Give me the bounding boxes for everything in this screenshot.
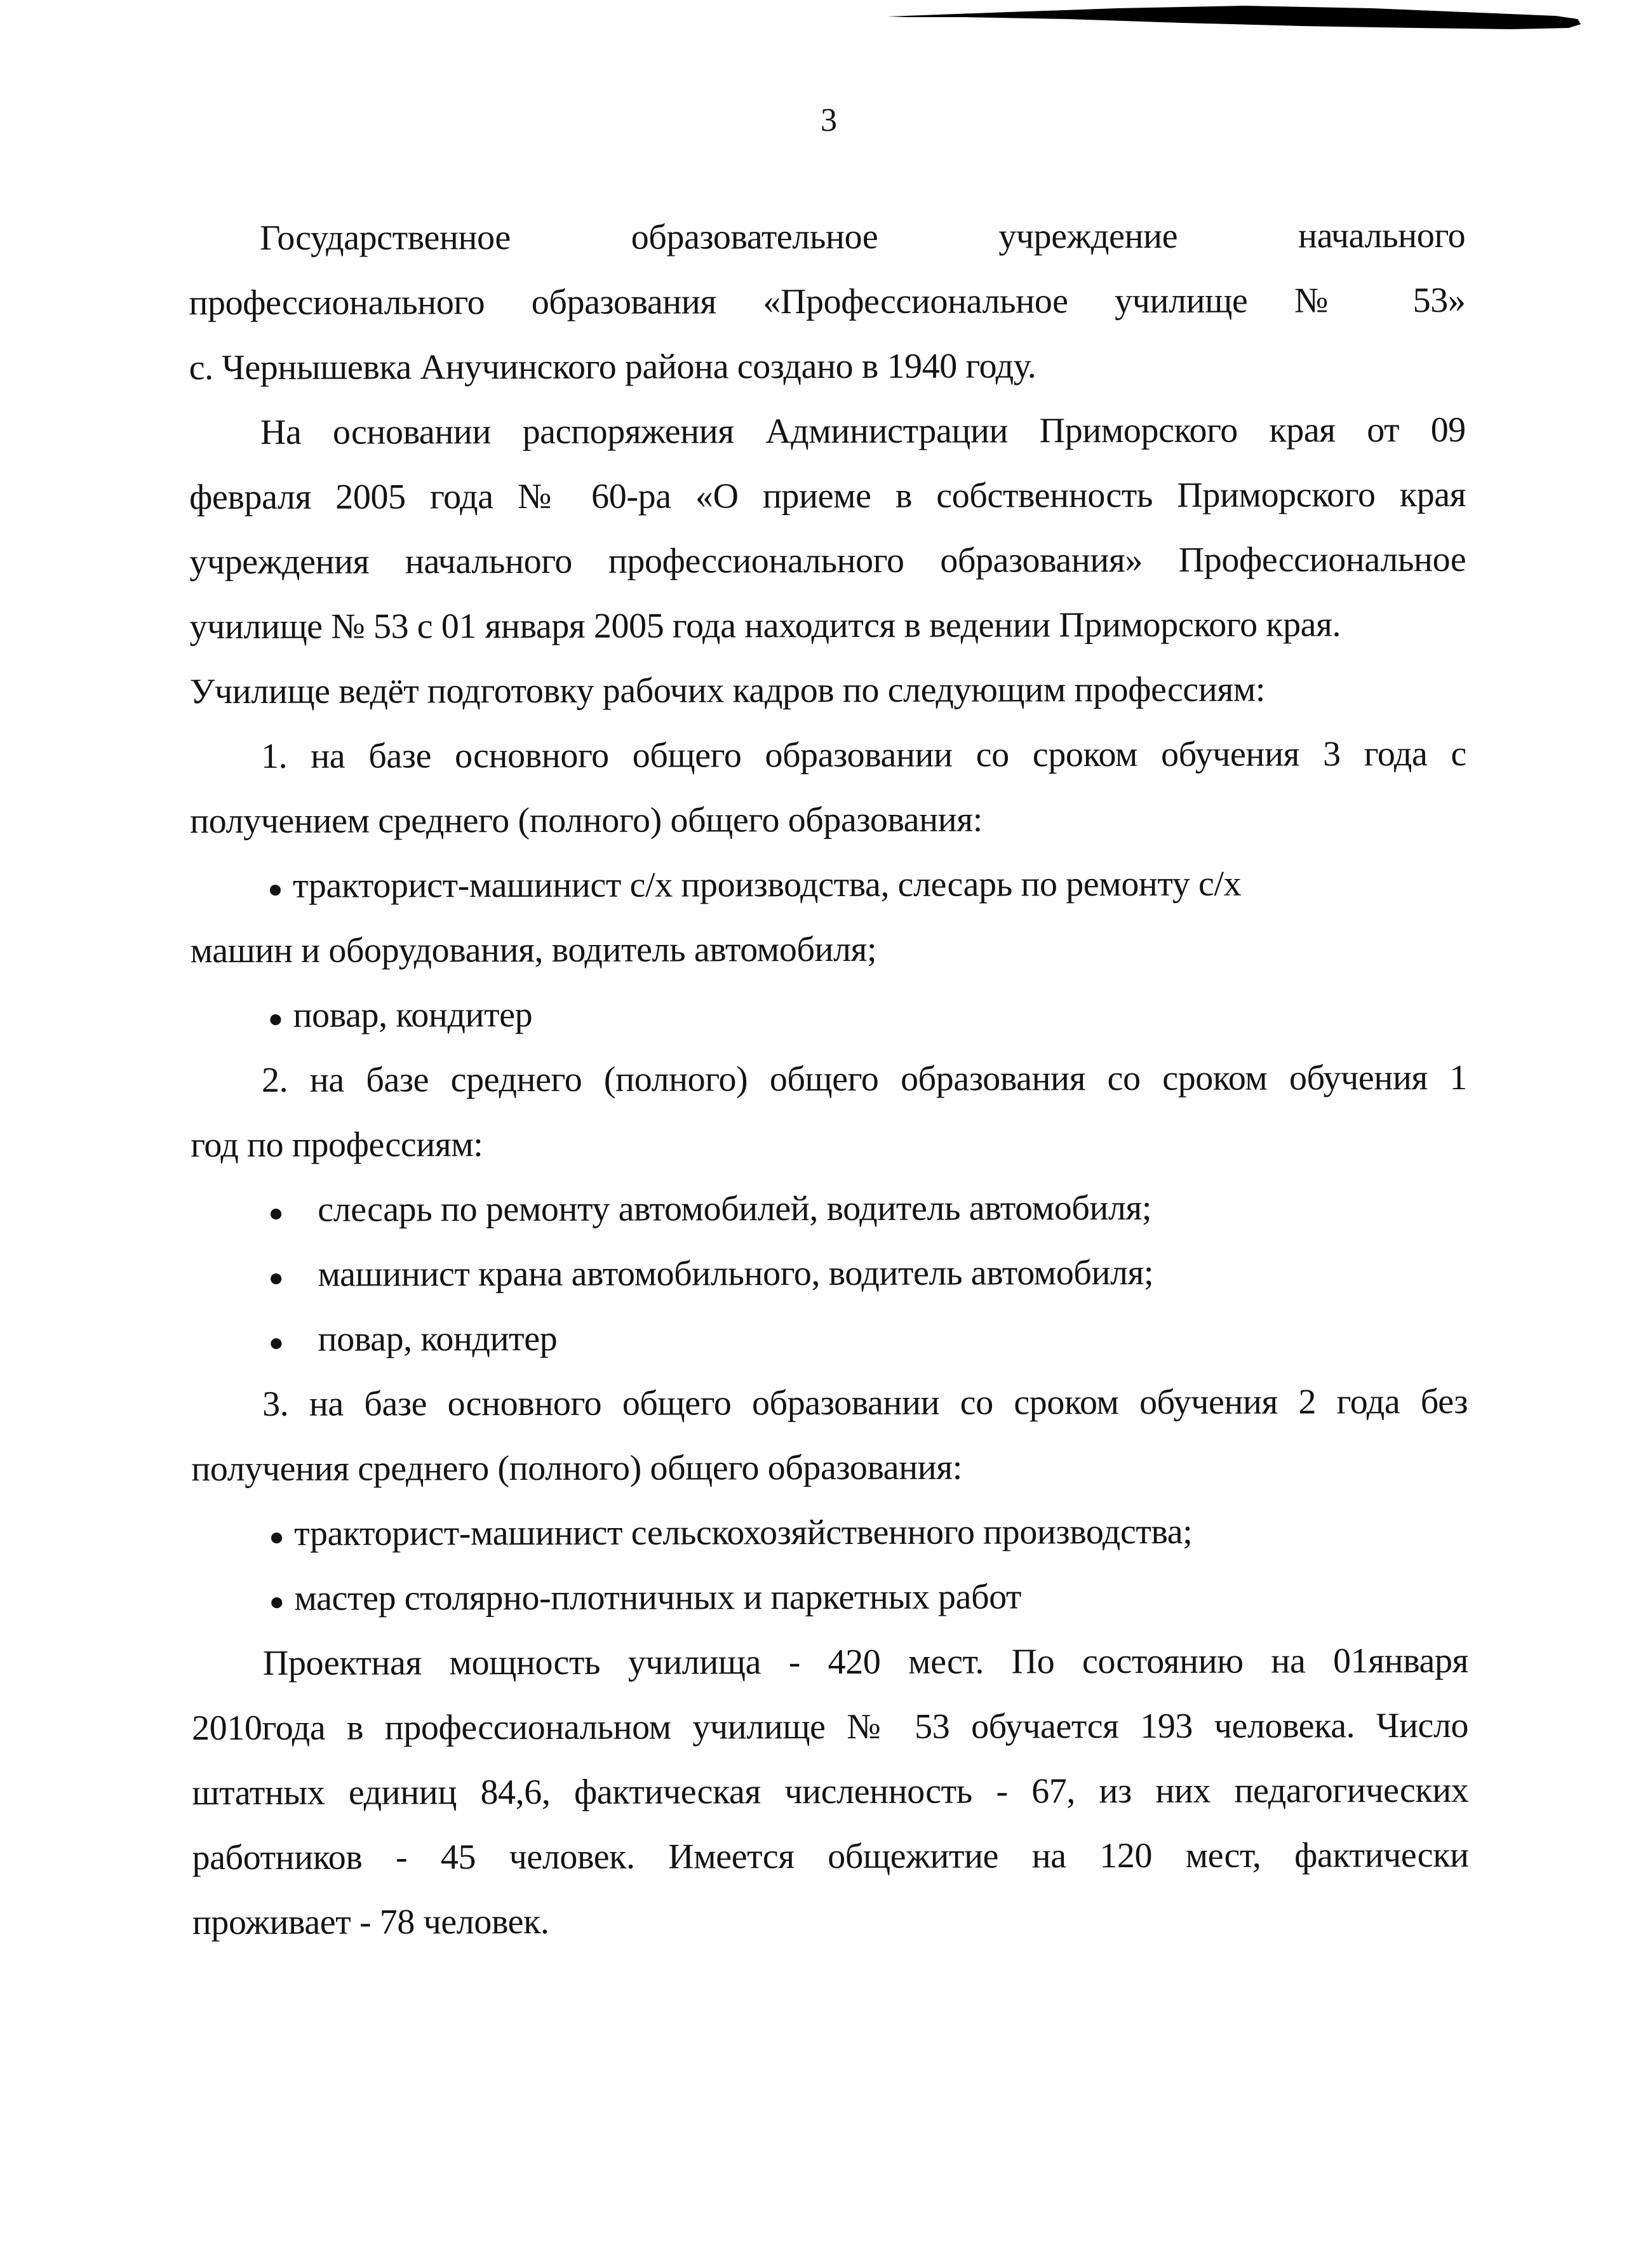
list-item [191, 1240, 1468, 1307]
numbered-item-2: 2. на базе среднего (полного) общего образования со сроком обучения 1 [261, 1057, 1468, 1100]
list-item [190, 851, 1466, 918]
text-line: Училище ведёт подготовку рабочих кадров по следующим профессиям: [189, 669, 1266, 712]
document-body [189, 203, 1469, 1955]
text-line: получением среднего (полного) общего образования: [190, 800, 982, 842]
bullet-icon: ● [269, 1522, 285, 1551]
text-line: с. Чернышевка Анучинского района создано в 1940 году. [189, 346, 1036, 388]
text-line: Проектная мощность училища - 420 мест. По состоянию на 01января [262, 1641, 1468, 1683]
text-line: профессионального образования «Профессиональное училище № 53» [189, 280, 1466, 323]
text-line: работников - 45 человек. Имеется общежитие на 120 мест, фактически [192, 1835, 1469, 1878]
list-item-text: повар, кондитер [318, 1319, 558, 1359]
list-item-text: тракторист-машинист сельскохозяйственного производства; [294, 1512, 1193, 1553]
list-item-text: тракторист-машинист с/х производства, слесарь по ремонту с/х [293, 864, 1242, 906]
list-item [191, 1305, 1468, 1372]
bullet-icon: ● [267, 874, 283, 903]
text-line: февраля 2005 года № 60-ра «О приеме в собственность Приморского края [189, 474, 1466, 518]
list-item-text: слесарь по ремонту автомобилей, водитель автомобиля; [318, 1188, 1152, 1230]
text-line: проживает - 78 человек. [192, 1902, 549, 1943]
text-line: На основании распоряжения Администрации Приморского края от 09 [260, 410, 1466, 452]
text-line: училище № 53 с 01 января 2005 года находится в ведении Приморского края. [189, 605, 1341, 647]
text-line: штатных единиц 84,6, фактическая численность - 67, из них педагогических [192, 1770, 1469, 1813]
text-line: учреждения начального профессионального образования» Профессиональное [189, 539, 1466, 582]
list-item-text: мастер столярно-плотничных и паркетных работ [294, 1577, 1022, 1618]
list-item [191, 1499, 1468, 1566]
list-item [191, 981, 1467, 1048]
list-item [191, 1175, 1467, 1242]
text-line: 2010года в профессиональном училище № 53 обучается 193 человека. Число [192, 1705, 1469, 1748]
text-line: получения среднего (полного) общего образования: [191, 1447, 962, 1489]
bullet-icon: ● [268, 1263, 284, 1292]
text-line: год по профессиям: [191, 1125, 483, 1165]
bullet-icon: ● [268, 1198, 284, 1227]
bullet-icon: ● [269, 1587, 285, 1616]
list-item-text: повар, кондитер [293, 995, 533, 1035]
page-number: 3 [821, 102, 837, 138]
ink-streak-scan-artifact [0, 0, 1643, 44]
numbered-item-3: 3. на базе основного общего образовании со сроком обучения 2 года без [262, 1381, 1468, 1424]
numbered-item-1: 1. на базе основного общего образовании со сроком обучения 3 года с [260, 734, 1466, 776]
list-item-text: машинист крана автомобильного, водитель автомобиля; [318, 1252, 1154, 1294]
bullet-icon: ● [267, 1003, 283, 1033]
bullet-icon: ● [268, 1327, 284, 1357]
text-line: Государственное образовательное учреждение начального [260, 215, 1466, 258]
text-line: машин и оборудования, водитель автомобиля; [190, 929, 877, 971]
list-item [192, 1564, 1468, 1631]
